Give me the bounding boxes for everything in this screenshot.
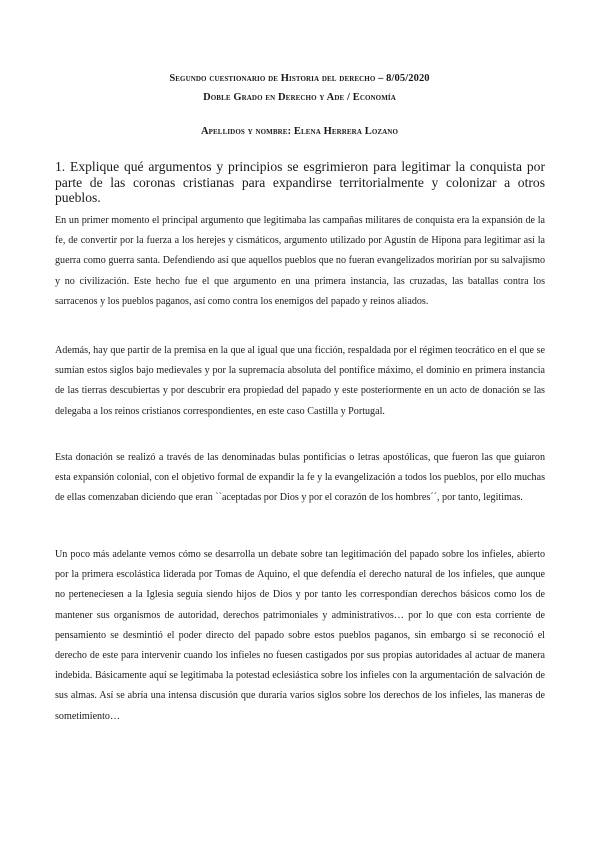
author-line: Apellidos y nombre: Elena Herrera Lozano	[200, 126, 398, 137]
document-title: Segundo cuestionario de Historia del derecho – 8/05/2020	[169, 73, 430, 84]
degree-subtitle: Doble Grado en Derecho y Ade / Economía	[203, 92, 396, 103]
paragraph-3: Esta donación se realizó a través de las denominadas bulas pontificias o letras apostólicas, que fueron las que guiaron esta expansión colonial, con el objetivo formal de expandir la fe y la evangelización a todos los pueblos, por ello muchas de ellas comenzaban diciendo que eran ``aceptadas por Dios y por el corazón de los hombres´´, por tanto, legitimas.	[55, 452, 545, 504]
paragraph-2: Además, hay que partir de la premisa en la que al igual que una ficción, respaldada por el régimen teocrático en el que se sumían estos siglos bajo medievales y por la supremacía absoluta del pontífice máximo, el dominio en primera instancia de las tierras descubiertas y por descubrir era propiedad del papado y este posteriormente en un acto de donación se las delegaba a los reinos cristianos correspondientes, en este caso Castilla y Portugal.	[55, 345, 545, 417]
paragraph-4: Un poco más adelante vemos cómo se desarrolla un debate sobre tan legitimación del papado sobre los infieles, abierto por la primera escolástica liderada por Tomas de Aquino, el que defendía el derecho natural de los infieles, que aunque no perteneciesen a la Iglesia seguía siendo hijos de Dios y por tanto les correspondían derechos básicos como los de mantener sus organismos de autoridad, derechos patrimoniales y administrativos… por lo que con esta corriente de pensamiento se desmintió el poder directo del papado sobre estos pueblos paganos, sin embargo si se reconoció el derecho de este para intervenir cuando los infieles no fuesen castigados por sus propias autoridades al actuar de manera indebida. Básicamente aquí se legitimaba la potestad eclesiástica sobre los infieles con la argumentación de salvación de sus almas. Así se abría una intensa discusión que duraría varios siglos sobre los derechos de los infieles, las maneras de sometimiento…	[55, 549, 545, 722]
paragraph-1: En un primer momento el principal argumento que legitimaba las campañas militares de conquista era la expansión de la fe, de convertir por la fuerza a los herejes y cismáticos, argumento utilizado por Agustín de Hipona para legitimar así la guerra como guerra santa. Defendiendo así que aquellos pueblos que no fueran evangelizados morirían por su salvajismo y no civilización. Este hecho fue el que argumento en una primera instancia, las cruzadas, las batallas contra los sarracenos y los pueblos paganos, así como contra los enemigos del papado y reinos aliados.	[55, 215, 545, 307]
question-heading: 1. Explique qué argumentos y principios se esgrimieron para legitimar la conquista por parte de las coronas cristianas para expandirse territorialmente y colonizar a otros pueblos.	[55, 159, 545, 205]
